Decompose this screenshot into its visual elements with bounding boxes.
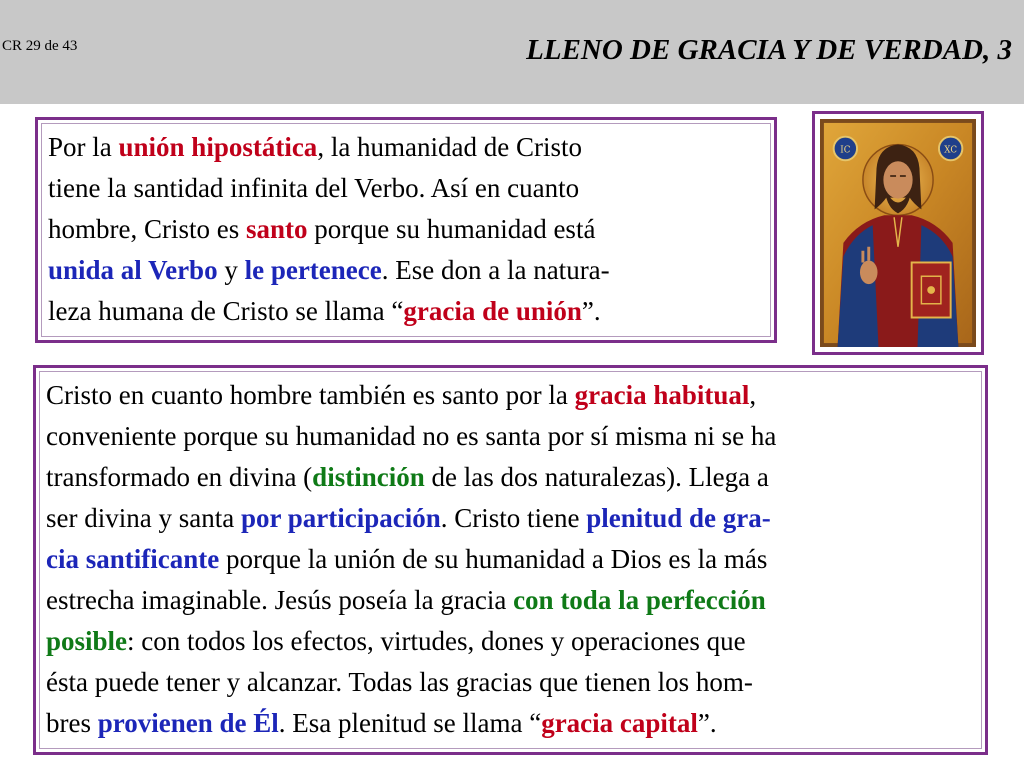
slide-counter: CR 29 de 43	[2, 38, 78, 54]
text-segment: transformado en divina (	[46, 462, 313, 492]
highlighted-term: posible	[46, 626, 128, 656]
text-segment: bres	[46, 708, 98, 738]
text-segment: y	[217, 255, 245, 285]
text-line	[48, 127, 774, 168]
highlighted-term: gracia habitual	[574, 380, 750, 410]
text-line	[46, 375, 986, 416]
text-segment: ”.	[697, 708, 717, 738]
text-segment: estrecha imaginable. Jesús poseía la gracia	[46, 585, 514, 615]
text-segment: Cristo en cuanto hombre también es santo por la	[46, 380, 575, 410]
top-text-box	[35, 117, 777, 343]
text-line	[46, 662, 986, 703]
text-segment: ,	[749, 380, 757, 410]
text-segment: hombre, Cristo es	[48, 214, 246, 244]
text-line	[48, 291, 774, 332]
text-segment: tiene la santidad infinita del Verbo. Así en cuanto	[48, 173, 580, 203]
highlighted-term: distinción	[312, 462, 425, 492]
medallion-left-label: IC	[840, 145, 851, 156]
text-segment: . Ese don a la natura-	[381, 255, 610, 285]
text-segment: ésta puede tener y alcanzar. Todas las gracias que tienen los hom-	[46, 667, 753, 697]
text-segment: leza humana de Cristo se llama “	[48, 296, 404, 326]
highlighted-term: le pertenece	[244, 255, 382, 285]
text-segment: ”.	[581, 296, 601, 326]
highlighted-term: unión hipostática	[118, 132, 318, 162]
text-line	[48, 209, 774, 250]
highlighted-term: con toda la perfección	[513, 585, 766, 615]
text-line	[46, 621, 986, 662]
text-segment: porque su humanidad está	[307, 214, 596, 244]
highlighted-term: cia santificante	[46, 544, 220, 574]
highlighted-term: por participación	[240, 503, 441, 533]
highlighted-term: unida al Verbo	[48, 255, 218, 285]
highlighted-term: gracia capital	[541, 708, 698, 738]
text-line	[46, 539, 986, 580]
medallion-right-label: XC	[944, 145, 958, 156]
text-line	[46, 580, 986, 621]
text-segment: . Cristo tiene	[440, 503, 587, 533]
christ-icon-painting	[820, 119, 976, 347]
text-segment: porque la unión de su humanidad a Dios es la más	[219, 544, 768, 574]
text-line	[48, 168, 774, 209]
text-line	[46, 416, 986, 457]
text-segment: . Esa plenitud se llama “	[278, 708, 542, 738]
text-line	[48, 250, 774, 291]
text-segment: , la humanidad de Cristo	[317, 132, 583, 162]
bottom-paragraph	[46, 375, 986, 744]
highlighted-term: plenitud de gra-	[586, 503, 771, 533]
highlighted-term: santo	[245, 214, 308, 244]
text-segment: Por la	[48, 132, 119, 162]
bottom-text-box	[33, 365, 988, 755]
slide-title: LLENO DE GRACIA Y DE VERDAD, 3	[526, 34, 1012, 66]
text-line	[46, 703, 986, 744]
text-line	[46, 498, 986, 539]
highlighted-term: provienen de Él	[97, 708, 279, 738]
christ-pantocrator-icon-image	[812, 111, 984, 355]
text-segment: conveniente porque su humanidad no es santa por sí misma ni se ha	[46, 421, 777, 451]
slide-header	[0, 0, 1024, 104]
highlighted-term: gracia de unión	[403, 296, 582, 326]
text-segment: de las dos naturalezas). Llega a	[424, 462, 769, 492]
text-line	[46, 457, 986, 498]
text-segment: ser divina y santa	[46, 503, 241, 533]
text-segment: : con todos los efectos, virtudes, dones y operaciones que	[127, 626, 746, 656]
top-paragraph	[48, 127, 774, 332]
